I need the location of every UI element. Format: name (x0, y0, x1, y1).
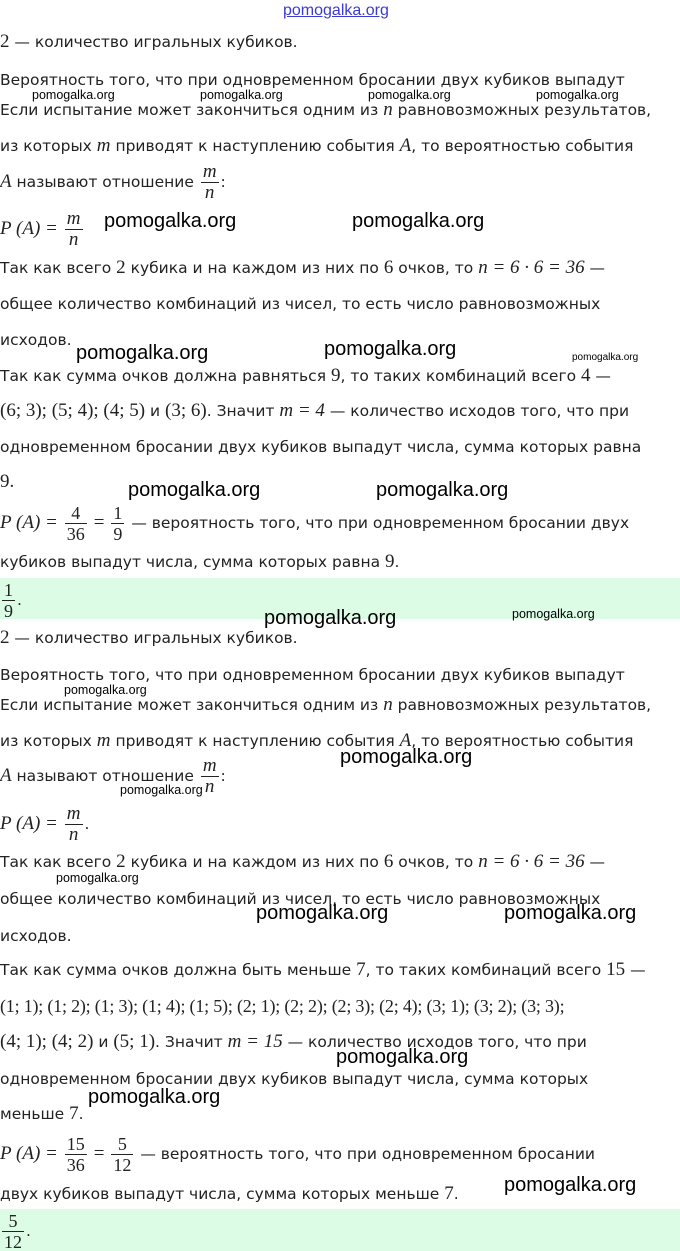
s1-line-13: 9. (0, 471, 15, 492)
watermark-text: pomogalka.org (536, 88, 619, 102)
s2-line-14: меньше 7. (0, 1103, 84, 1124)
s2-line-3: Если испытание может закончиться одним из n равновозможных результатов, (0, 694, 652, 715)
watermark-text: pomogalka.org (200, 88, 283, 102)
s1-line-9: исходов. (0, 331, 72, 349)
watermark-text: pomogalka.org (572, 352, 639, 363)
watermark-text: pomogalka.org (264, 607, 397, 629)
s1-line-12: одновременном бросании двух кубиков выпадут числа, сумма которых равна (0, 438, 642, 456)
s2-line-7: Так как всего 2 кубика и на каждом из них по 6 очков, то n = 6 · 6 = 36 — (0, 851, 606, 872)
watermark-text: pomogalka.org (64, 683, 147, 697)
s1-formula: P (A) = $\frac{m}{n}$ (0, 208, 81, 250)
watermark-text: pomogalka.org (512, 607, 595, 621)
watermark-text: pomogalka.org (368, 88, 451, 102)
s1-result-formula: P (A) = $\frac{4}{36}$ = $\frac{1}{9}$ — вероятность того, что при одновременном бросании двух (0, 503, 630, 544)
s2-line-1: 2 — количество игральных кубиков. (0, 627, 298, 648)
s2-line-5: A называют отношение $\frac{m}{n}$ : (0, 755, 226, 797)
s2-line-12: (4; 1); (4; 2) и (5; 1). Значит m = 15 — количество исходов того, что при (0, 1031, 587, 1052)
s2-line-8: общее количество комбинаций из чисел, то есть число равновозможных (0, 890, 601, 908)
s1-line-7: Так как всего 2 кубика и на каждом из них по 6 очков, то n = 6 · 6 = 36 — (0, 257, 606, 278)
s1-line-15: кубиков выпадут числа, сумма которых равна 9. (0, 551, 400, 572)
s1-line-4: из которых m приводят к наступлению события A, то вероятностью события (0, 135, 634, 156)
s1-line-11: (6; 3); (5; 4); (4; 5) и (3; 6). Значит m = 4 — количество исходов того, что при (0, 400, 630, 421)
s1-line-2: Вероятность того, что при одновременном бросании двух кубиков выпадут (0, 71, 625, 89)
s2-combinations: (1; 1); (1; 2); (1; 3); (1; 4); (1; 5); (2; 1); (2; 2); (2; 3); (2; 4); (3; 1); (3; 2); (3; 3); (0, 996, 565, 1016)
s2-line-16: двух кубиков выпадут числа, сумма которых меньше 7. (0, 1183, 459, 1204)
s1-ratio-fraction: $\frac{m}{n}$ (202, 161, 217, 203)
watermark-text: pomogalka.org (76, 342, 209, 364)
watermark-text: pomogalka.org (324, 338, 457, 360)
watermark-text: pomogalka.org (376, 479, 509, 501)
s2-line-13: одновременном бросании двух кубиков выпадут числа, сумма которых (0, 1070, 589, 1088)
watermark-text: pomogalka.org (504, 902, 637, 924)
s2-ratio-fraction: $\frac{m}{n}$ (202, 755, 217, 797)
s2-formula: P (A) = $\frac{m}{n}$ . (0, 803, 90, 845)
s1-line-8: общее количество комбинаций из чисел, то есть число равновозможных (0, 295, 601, 313)
watermark-text: pomogalka.org (128, 479, 261, 501)
s2-answer: $\frac{5}{12}$ . (0, 1209, 680, 1251)
watermark-text: pomogalka.org (340, 746, 473, 768)
s1-line-3: Если испытание может закончиться одним из n равновозможных результатов, (0, 99, 652, 120)
watermark-text: pomogalka.org (256, 902, 389, 924)
watermark-text: pomogalka.org (32, 88, 115, 102)
s1-line-5: A называют отношение $\frac{m}{n}$ : (0, 161, 226, 203)
watermark-text: pomogalka.org (352, 210, 485, 232)
watermark-text: pomogalka.org (336, 1046, 469, 1068)
s2-line-10: Так как сумма очков должна быть меньше 7, то таких комбинаций всего 15 — (0, 959, 646, 980)
watermark-text: pomogalka.org (120, 783, 203, 797)
s2-line-9: исходов. (0, 927, 72, 945)
watermark-text: pomogalka.org (88, 1086, 221, 1108)
s2-result-formula: P (A) = $\frac{15}{36}$ = $\frac{5}{12}$ — вероятность того, что при одновременном бросании (0, 1134, 595, 1175)
s1-answer: $\frac{1}{9}$ . (0, 578, 680, 619)
s1-line-1: 2 — количество игральных кубиков. (0, 31, 298, 52)
watermark-text: pomogalka.org (56, 871, 139, 885)
site-link[interactable]: pomogalka.org (283, 2, 389, 19)
watermark-text: pomogalka.org (104, 210, 237, 232)
s2-line-4: из которых m приводят к наступлению события A, то вероятностью события (0, 730, 634, 751)
watermark-text: pomogalka.org (504, 1174, 637, 1196)
s2-line-2: Вероятность того, что при одновременном бросании двух кубиков выпадут (0, 666, 625, 684)
s1-line-10: Так как сумма очков должна равняться 9, то таких комбинаций всего 4 — (0, 365, 611, 386)
